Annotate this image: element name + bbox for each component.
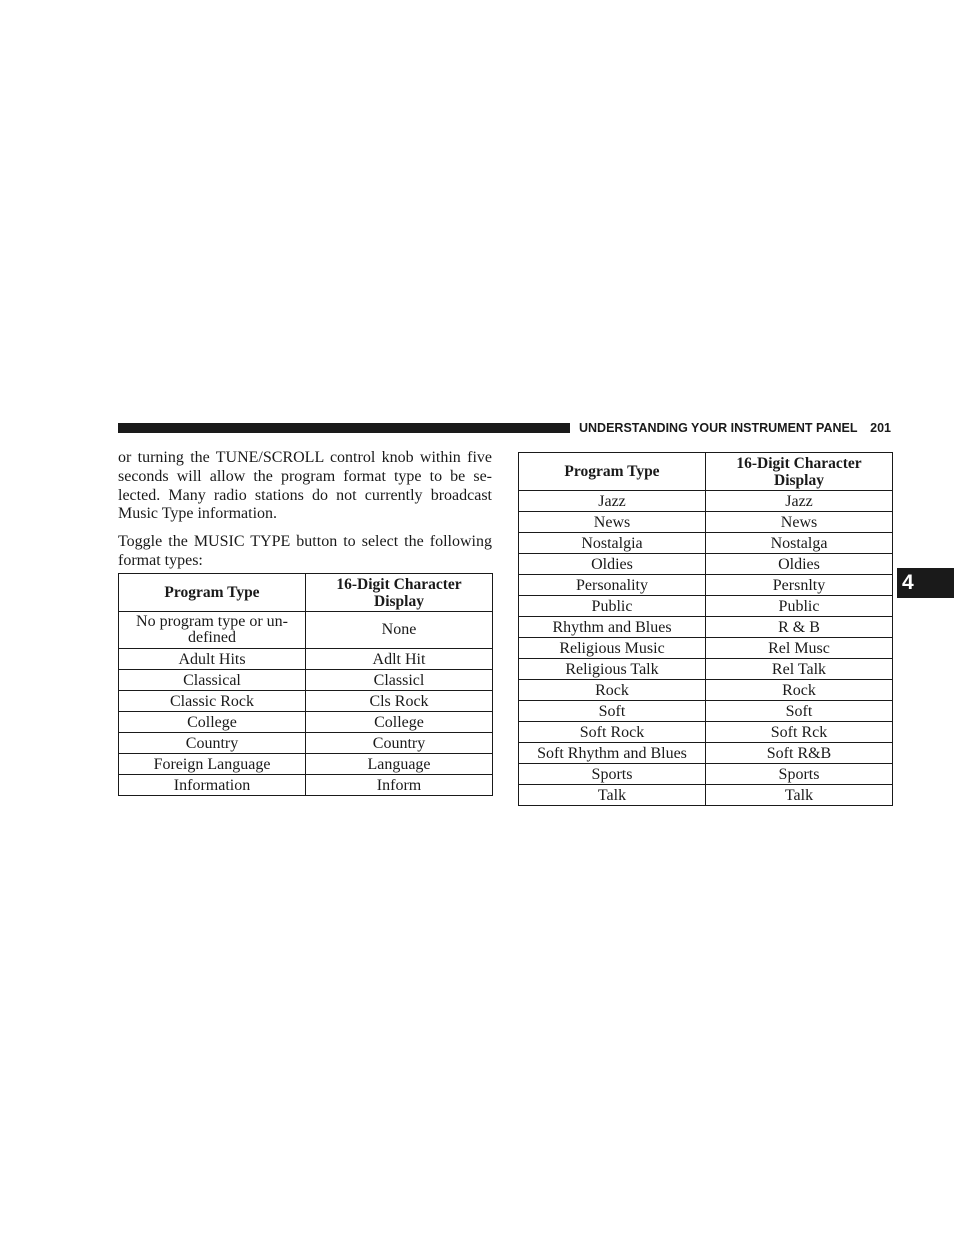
table-row [519,596,893,617]
table-row [119,754,493,775]
table-row [119,712,493,733]
program-type-cell: Soft Rock [519,722,706,743]
table-row [519,512,893,533]
program-type-cell: Public [519,596,706,617]
display-cell: Persnlty [706,575,893,596]
program-type-cell: Religious Music [519,638,706,659]
table-row [519,638,893,659]
program-type-cell: Sports [519,764,706,785]
column-header-program-type: Program Type [119,574,306,612]
page-number: 201 [870,421,891,435]
program-type-cell: Country [119,733,306,754]
display-cell: Nostalga [706,533,893,554]
table-row [519,533,893,554]
program-type-cell: Jazz [519,491,706,512]
table-row [519,764,893,785]
column-header-program-type: Program Type [519,453,706,491]
table-row [519,701,893,722]
program-type-cell: No program type or un-defined [119,612,306,649]
program-type-cell: College [119,712,306,733]
table-row [519,491,893,512]
program-type-cell: Soft Rhythm and Blues [519,743,706,764]
display-cell: R & B [706,617,893,638]
program-type-table-left [118,573,493,796]
display-cell: College [306,712,493,733]
program-type-cell: News [519,512,706,533]
display-cell: Country [306,733,493,754]
program-type-cell: Classic Rock [119,691,306,712]
program-type-cell: Classical [119,670,306,691]
display-cell: Inform [306,775,493,796]
display-cell: None [306,612,493,649]
program-type-cell: Rhythm and Blues [519,617,706,638]
program-type-table-right [518,452,893,806]
header-rule [118,423,570,433]
display-cell: Jazz [706,491,893,512]
table-row [119,670,493,691]
table-row [519,617,893,638]
program-type-cell: Foreign Language [119,754,306,775]
display-cell: Rel Musc [706,638,893,659]
table-row [519,575,893,596]
program-type-cell: Oldies [519,554,706,575]
table-row [119,775,493,796]
section-title: UNDERSTANDING YOUR INSTRUMENT PANEL [579,421,858,435]
program-type-cell: Adult Hits [119,649,306,670]
table-row [119,691,493,712]
table-row [519,659,893,680]
table-row [119,612,493,649]
table-row [119,733,493,754]
body-paragraph: or turning the TUNE/SCROLL control knob within five seconds will allow the program format type to be se-lected. Many radio stations do not currently broadcast Music Type information. [118,449,492,523]
display-cell: News [706,512,893,533]
display-cell: Soft Rck [706,722,893,743]
table-row [519,554,893,575]
table-row [519,743,893,764]
display-cell: Oldies [706,554,893,575]
table-header-row [119,574,493,612]
display-cell: Sports [706,764,893,785]
table-row [519,785,893,806]
table-row [519,722,893,743]
program-type-cell: Soft [519,701,706,722]
program-type-cell: Talk [519,785,706,806]
program-type-cell: Information [119,775,306,796]
body-paragraph: Toggle the MUSIC TYPE button to select the following format types: [118,533,492,569]
running-header [579,419,891,437]
display-cell: Soft [706,701,893,722]
display-cell: Rock [706,680,893,701]
program-type-cell: Religious Talk [519,659,706,680]
display-cell: Talk [706,785,893,806]
program-type-cell: Nostalgia [519,533,706,554]
display-cell: Rel Talk [706,659,893,680]
program-type-cell: Rock [519,680,706,701]
display-cell: Adlt Hit [306,649,493,670]
column-header-display: 16-Digit Character Display [706,453,893,491]
display-cell: Classicl [306,670,493,691]
table-row [519,680,893,701]
display-cell: Public [706,596,893,617]
table-header-row [519,453,893,491]
chapter-tab: 4 [897,568,954,598]
display-cell: Language [306,754,493,775]
column-header-display: 16-Digit Character Display [306,574,493,612]
table-row [119,649,493,670]
display-cell: Soft R&B [706,743,893,764]
display-cell: Cls Rock [306,691,493,712]
program-type-cell: Personality [519,575,706,596]
